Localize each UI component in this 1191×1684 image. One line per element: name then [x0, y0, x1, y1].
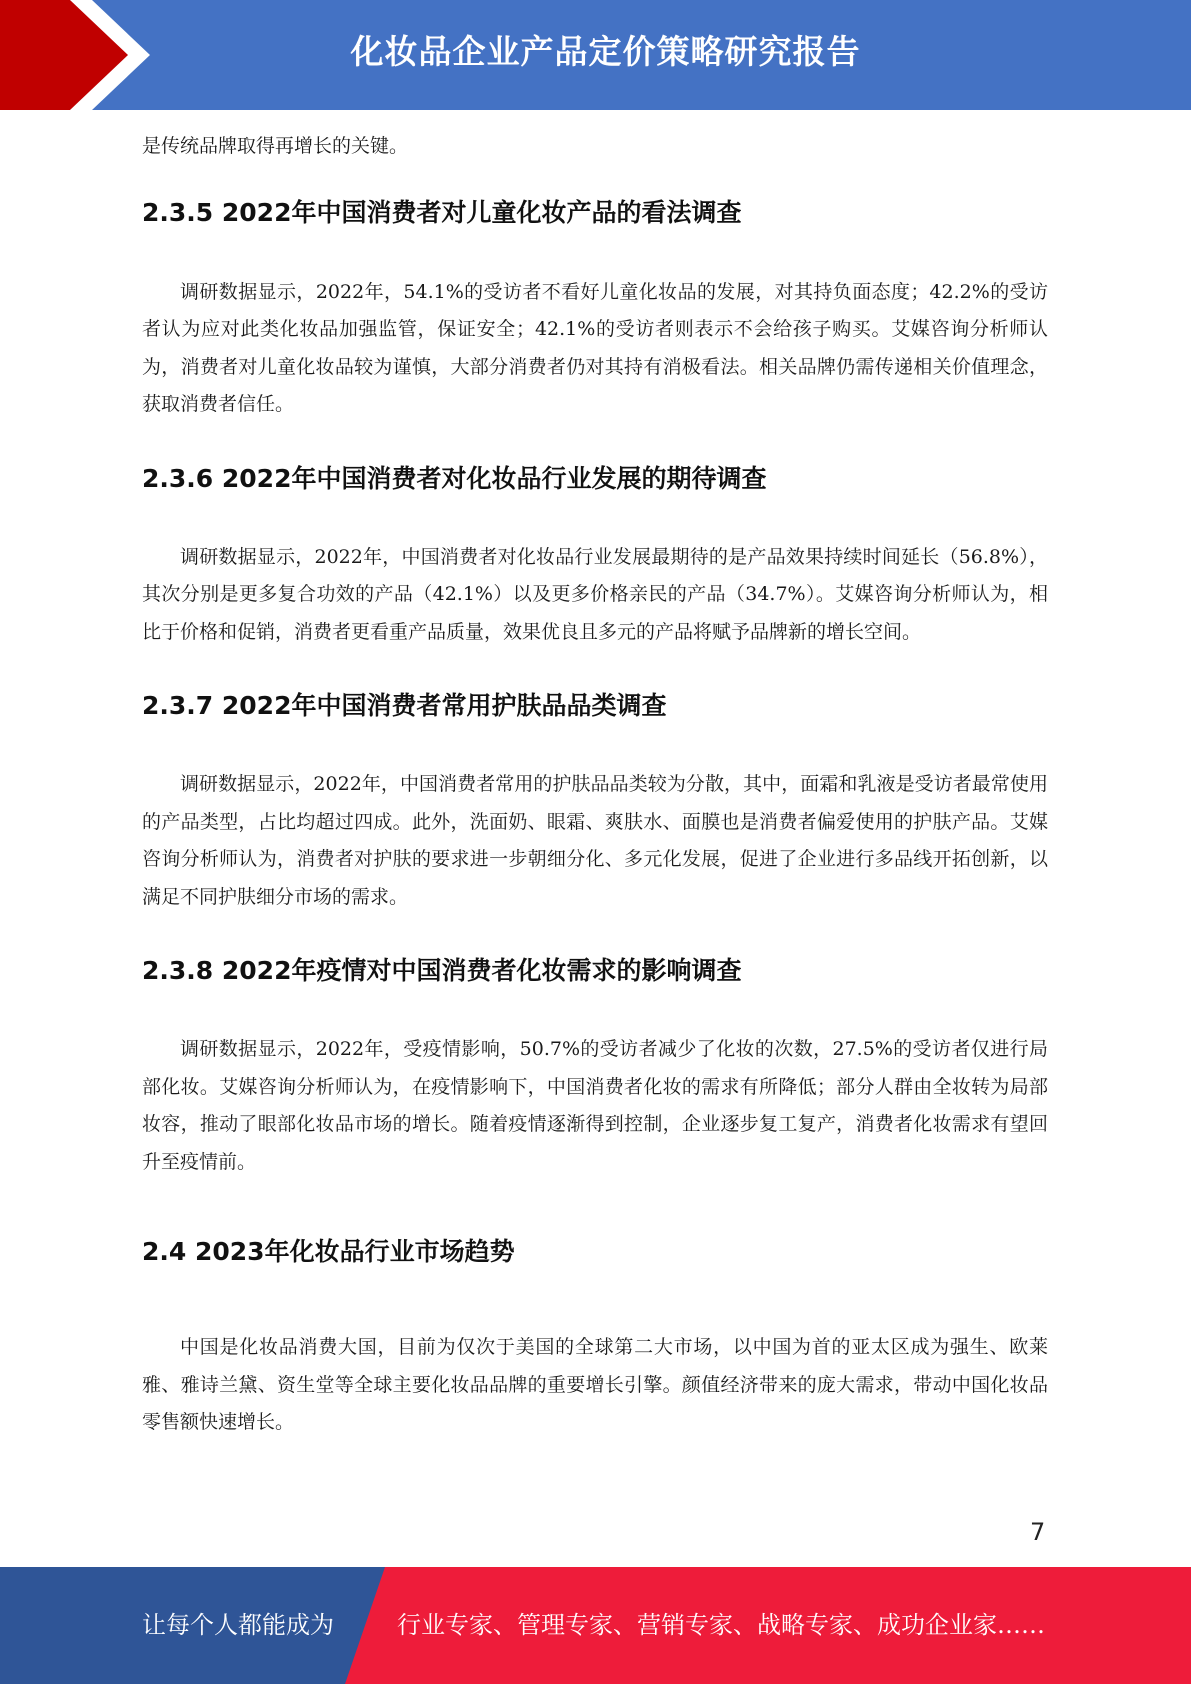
section-heading-2-3-7: 2.3.7 2022年中国消费者常用护肤品品类调查 [142, 691, 667, 720]
footer-banner [0, 1567, 1191, 1684]
intro-paragraph: 是传统品牌取得再增长的关键。 [142, 135, 409, 157]
page-content [142, 128, 1048, 1442]
section-heading-2-3-8: 2.3.8 2022年疫情对中国消费者化妆需求的影响调查 [142, 956, 742, 985]
section-heading-2-3-5: 2.3.5 2022年中国消费者对儿童化妆产品的看法调查 [142, 197, 742, 227]
section-heading-2-4: 2.4 2023年化妆品行业市场趋势 [142, 1237, 515, 1266]
footer-slogan-left: 让每个人都能成为 [142, 1611, 334, 1639]
section-body-2-3-6: 调研数据显示，2022年，中国消费者对化妆品行业发展最期待的是产品效果持续时间延长（56.8%），其次分别是更多复合功效的产品（42.1%）以及更多价格亲民的产品（34.7%）。艾媒咨询分析师认为，相比于价格和促销，消费者更看重产品质量，效果优良且多元的产品将赋予品牌新的增长空间。 [142, 545, 1048, 643]
section-heading-2-3-6: 2.3.6 2022年中国消费者对化妆品行业发展的期待调查 [142, 463, 767, 493]
section-body-2-3-7: 调研数据显示，2022年，中国消费者常用的护肤品品类较为分散，其中，面霜和乳液是受访者最常使用的产品类型，占比均超过四成。此外，洗面奶、眼霜、爽肤水、面膜也是消费者偏爱使用的护肤产品。艾媒咨询分析师认为，消费者对护肤的要求进一步朝细分化、多元化发展，促进了企业进行多品线开拓创新，以满足不同护肤细分市场的需求。 [142, 773, 1048, 908]
section-body-2-4: 中国是化妆品消费大国，目前为仅次于美国的全球第二大市场，以中国为首的亚太区成为强生、欧莱雅、雅诗兰黛、资生堂等全球主要化妆品品牌的重要增长引擎。颜值经济带来的庞大需求，带动中国化妆品零售额快速增长。 [142, 1336, 1048, 1433]
page-number: 7 [1030, 1518, 1046, 1546]
report-title: 化妆品企业产品定价策略研究报告 [350, 32, 861, 71]
section-body-2-3-5: 调研数据显示，2022年，54.1%的受访者不看好儿童化妆品的发展，对其持负面态度；42.2%的受访者认为应对此类化妆品加强监管，保证安全；42.1%的受访者则表示不会给孩子购买。艾媒咨询分析师认为，消费者对儿童化妆品较为谨慎，大部分消费者仍对其持有消极看法。相关品牌仍需传递相关价值理念，获取消费者信任。 [142, 280, 1048, 415]
header-banner [0, 0, 1191, 110]
footer-slogan-right: 行业专家、管理专家、营销专家、战略专家、成功企业家…… [397, 1611, 1045, 1639]
section-body-2-3-8: 调研数据显示，2022年，受疫情影响，50.7%的受访者减少了化妆的次数，27.5%的受访者仅进行局部化妆。艾媒咨询分析师认为，在疫情影响下，中国消费者化妆的需求有所降低；部分人群由全妆转为局部妆容，推动了眼部化妆品市场的增长。随着疫情逐渐得到控制，企业逐步复工复产，消费者化妆需求有望回升至疫情前。 [142, 1038, 1048, 1173]
